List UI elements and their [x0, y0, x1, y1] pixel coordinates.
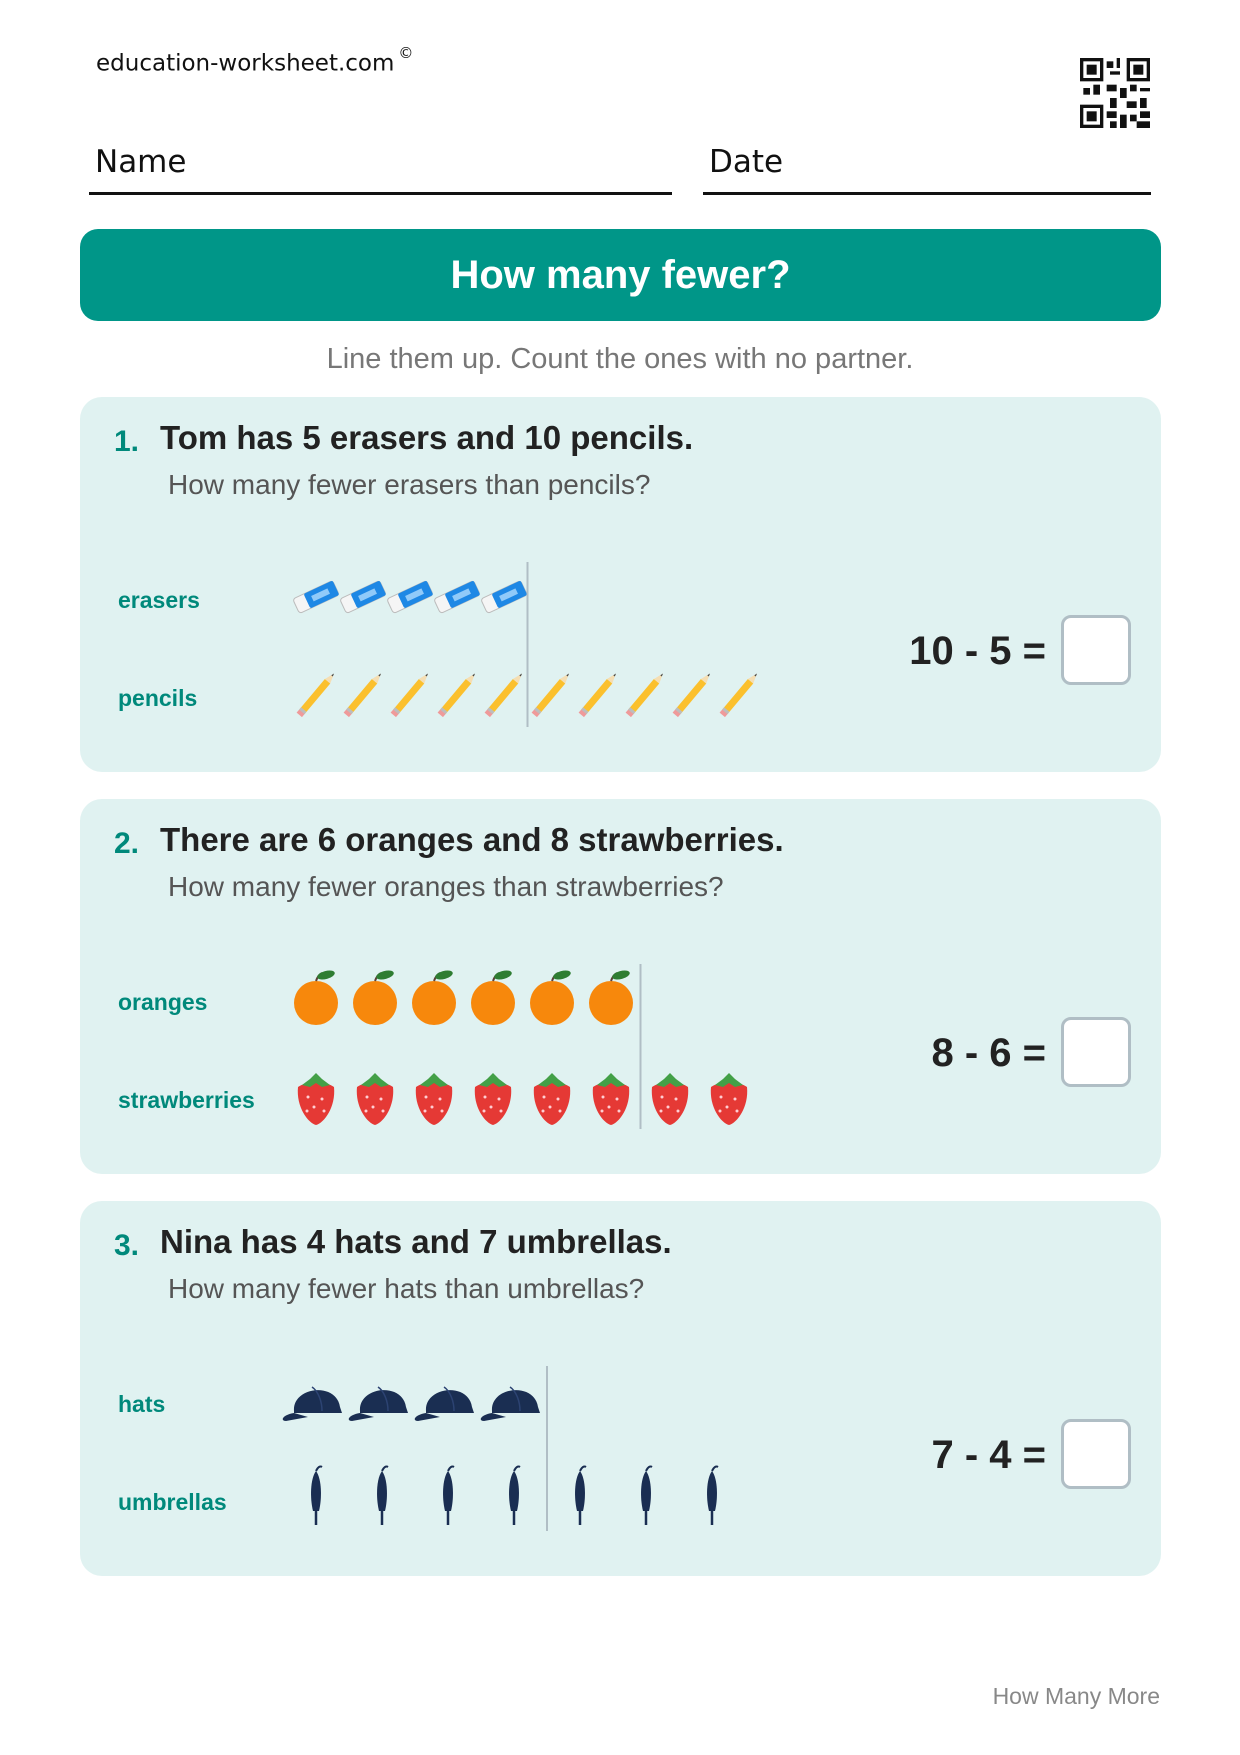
problem-card-3	[80, 1201, 1161, 1576]
row-label-umbrellas: umbrellas	[118, 1489, 227, 1515]
strawberry-icon	[534, 1073, 570, 1125]
strawberry-icon	[652, 1073, 688, 1125]
pencil-icon	[720, 671, 760, 717]
pencil-icon	[438, 671, 478, 717]
strawberry-icon	[711, 1073, 747, 1125]
problem-card-2	[80, 799, 1161, 1174]
problem-number: 1.	[114, 425, 140, 458]
umbrella-icon	[509, 1467, 520, 1526]
strawberry-icon	[357, 1073, 393, 1125]
umbrella-icon	[377, 1467, 388, 1526]
pencil-icon	[673, 671, 713, 717]
problem-title: Tom has 5 erasers and 10 pencils.	[160, 419, 694, 456]
orange-icon	[353, 969, 397, 1025]
row-label-oranges: oranges	[118, 989, 208, 1015]
pencil-icon	[297, 671, 337, 717]
eraser-icon	[434, 580, 481, 613]
umbrella-icon	[641, 1467, 652, 1526]
pencil-icon	[532, 671, 572, 717]
date-label: Date	[709, 144, 784, 180]
strawberry-icon	[593, 1073, 629, 1125]
eraser-icon	[293, 580, 340, 613]
name-field[interactable]	[89, 140, 672, 195]
problem-title: Nina has 4 hats and 7 umbrellas.	[160, 1223, 672, 1260]
pencil-icon	[626, 671, 666, 717]
cap-icon	[415, 1387, 474, 1421]
date-field[interactable]	[703, 140, 1151, 195]
row-label-hats: hats	[118, 1391, 166, 1417]
eraser-icon	[387, 580, 434, 613]
problem-question: How many fewer erasers than pencils?	[168, 469, 651, 500]
umbrella-icon	[707, 1467, 718, 1526]
pencil-icon	[485, 671, 525, 717]
answer-box[interactable]	[1061, 1419, 1131, 1489]
umbrella-icon	[443, 1467, 454, 1526]
name-label: Name	[95, 144, 187, 180]
equation: 10 - 5 =	[909, 629, 1046, 673]
problem-number: 2.	[114, 827, 140, 860]
strawberry-icon	[416, 1073, 452, 1125]
copyright-symbol: ©	[398, 44, 414, 62]
pencil-icon	[391, 671, 431, 717]
cap-icon	[349, 1387, 408, 1421]
eraser-icon	[340, 580, 387, 613]
answer-box[interactable]	[1061, 1017, 1131, 1087]
footer-label: How Many More	[992, 1683, 1160, 1709]
strawberry-icon	[298, 1073, 334, 1125]
strawberry-icon	[475, 1073, 511, 1125]
row-label-erasers: erasers	[118, 587, 200, 613]
row-label-pencils: pencils	[118, 685, 198, 711]
site-text: education-worksheet.com	[96, 50, 395, 77]
problem-question: How many fewer hats than umbrellas?	[168, 1273, 645, 1304]
pencil-icon	[344, 671, 384, 717]
pencil-icon	[579, 671, 619, 717]
qr-code-icon	[1080, 58, 1150, 128]
worksheet-instructions: Line them up. Count the ones with no partner.	[326, 343, 914, 375]
problem-number: 3.	[114, 1229, 140, 1262]
site-name	[96, 44, 414, 77]
problem-title: There are 6 oranges and 8 strawberries.	[160, 821, 784, 858]
worksheet-title: How many fewer?	[80, 229, 1161, 321]
row-label-strawberries: strawberries	[118, 1087, 255, 1113]
problem-card-1	[80, 397, 1161, 772]
equation: 8 - 6 =	[931, 1031, 1046, 1075]
equation: 7 - 4 =	[931, 1433, 1046, 1477]
orange-icon	[589, 969, 633, 1025]
answer-box[interactable]	[1061, 615, 1131, 685]
problem-question: How many fewer oranges than strawberries?	[168, 871, 724, 902]
orange-icon	[530, 969, 574, 1025]
cap-icon	[481, 1387, 540, 1421]
umbrella-icon	[311, 1467, 322, 1526]
orange-icon	[412, 969, 456, 1025]
umbrella-icon	[575, 1467, 586, 1526]
cap-icon	[283, 1387, 342, 1421]
orange-icon	[294, 969, 338, 1025]
eraser-icon	[481, 580, 528, 613]
orange-icon	[471, 969, 515, 1025]
